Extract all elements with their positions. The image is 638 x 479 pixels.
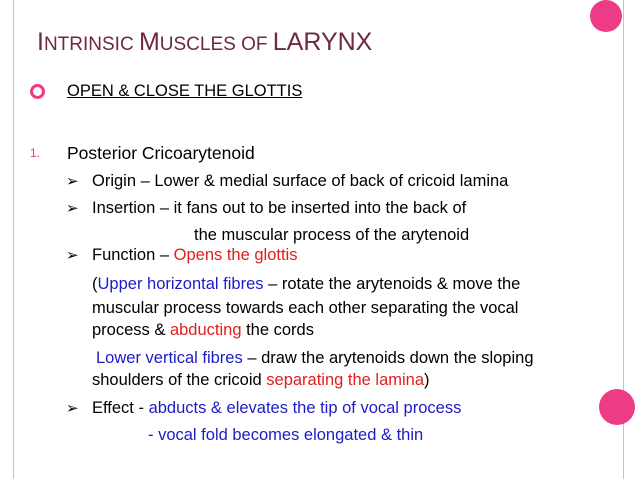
paren: ) [424, 371, 430, 389]
lower-fibres-text: shoulders of the cricoid [92, 371, 267, 389]
insertion-text-continued: the muscular process of the arytenoid [194, 226, 470, 244]
title-part: USCLES OF [159, 34, 273, 55]
heading: OPEN & CLOSE THE GLOTTIS [67, 82, 303, 100]
item-title: Posterior Cricoarytenoid [67, 143, 255, 163]
function-line [92, 245, 297, 265]
upper-fibres-line-2: muscular process towards each other separating the vocal [92, 299, 519, 317]
upper-fibres-line-3 [92, 320, 314, 340]
slide-title [37, 28, 372, 57]
upper-fibres-text: – rotate the arytenoids & move the [263, 275, 521, 293]
function-value: Opens the glottis [173, 246, 298, 264]
arrow-bullet-icon: ➢ [66, 247, 79, 264]
separating-lamina-highlight: separating the lamina [266, 371, 425, 389]
lower-fibres-label: Lower vertical fibres [96, 349, 243, 367]
title-part: LARYNX [272, 28, 373, 56]
decorative-circle-top [590, 0, 622, 32]
lower-fibres-line-1 [96, 348, 534, 368]
title-part: NTRINSIC [43, 34, 139, 55]
upper-fibres-text: process & [92, 321, 170, 339]
ring-bullet-icon [30, 84, 45, 99]
title-initial: I [37, 28, 44, 56]
arrow-bullet-icon: ➢ [66, 173, 79, 190]
lower-fibres-text: – draw the arytenoids down the sloping [242, 349, 534, 367]
lower-fibres-line-2 [92, 370, 430, 390]
effect-value: abducts & elevates the tip of vocal process [148, 399, 462, 417]
item-number: 1. [30, 146, 41, 160]
upper-fibres-text: the cords [241, 321, 314, 339]
abducting-highlight: abducting [169, 321, 242, 339]
insertion-text: Insertion – it fans out to be inserted into the back of [92, 199, 467, 217]
arrow-bullet-icon: ➢ [66, 200, 79, 217]
decorative-circle-bottom [599, 389, 635, 425]
function-label: Function – [92, 246, 174, 264]
upper-fibres-label: Upper horizontal fibres [97, 275, 264, 293]
left-border-line [13, 0, 14, 479]
effect-line [92, 398, 461, 418]
arrow-bullet-icon: ➢ [66, 400, 79, 417]
effect-value-continued: - vocal fold becomes elongated & thin [148, 426, 424, 444]
effect-label: Effect - [92, 399, 149, 417]
title-initial: M [138, 28, 160, 56]
upper-fibres-line-1 [92, 274, 520, 294]
origin-text: Origin – Lower & medial surface of back of cricoid lamina [92, 172, 509, 190]
paren: ( [92, 275, 98, 293]
